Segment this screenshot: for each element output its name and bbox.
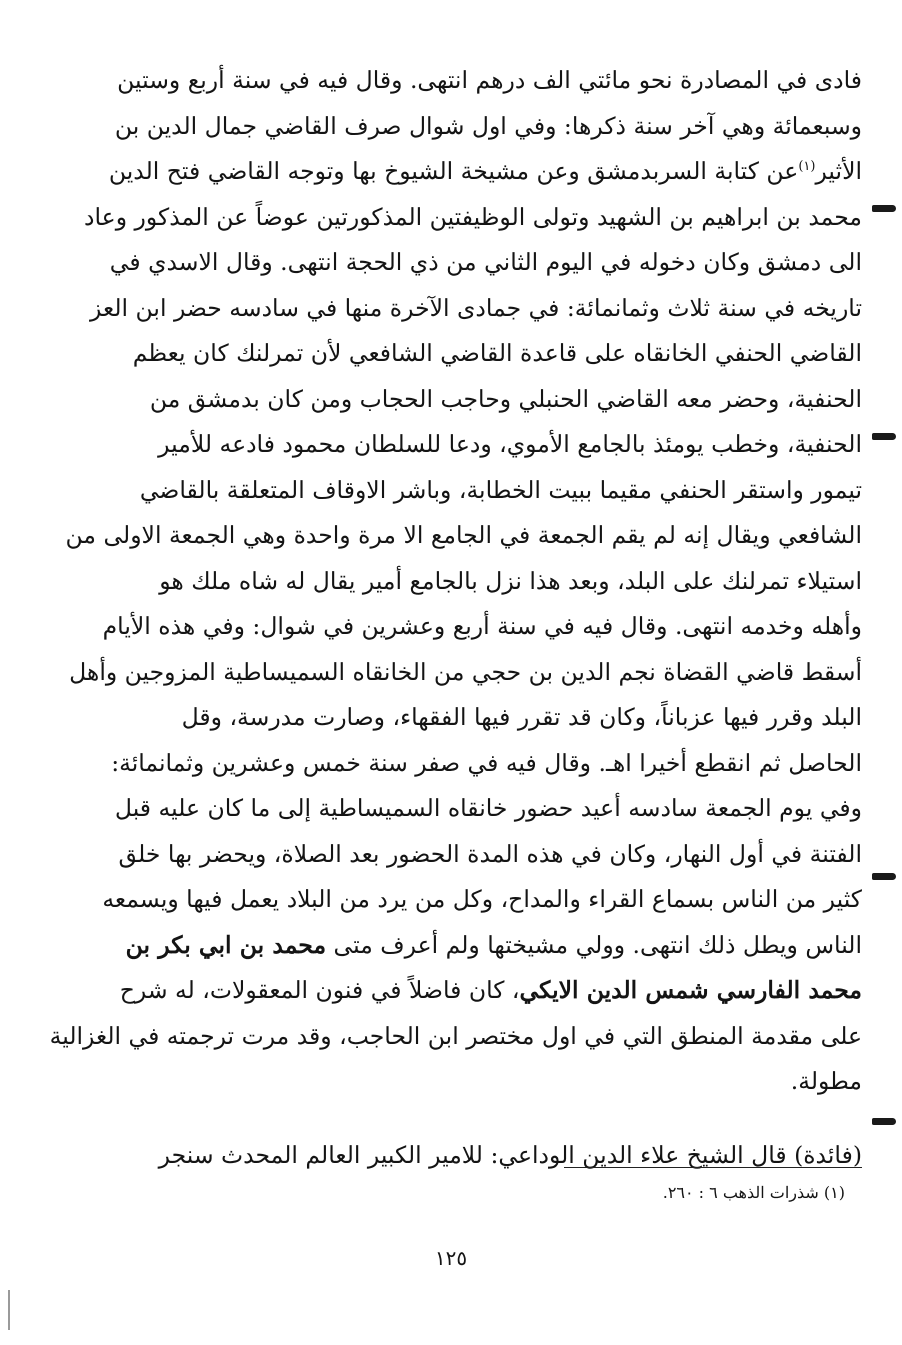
margin-mark-icon — [872, 433, 896, 440]
footnote-reference: (١) — [798, 159, 816, 175]
text-line-16: الحاصل ثم انقطع أخيرا اهـ. وقال فيه في صفر سنة خمس وعشرين وثمانمائة: — [111, 748, 862, 777]
word-al-athir: الأثير — [815, 157, 862, 185]
footnote: (١) شذرات الذهب ٦ : ٢٦٠. — [662, 1183, 845, 1202]
text-line-23: مطولة. — [790, 1067, 862, 1095]
text-line-17: وفي يوم الجمعة سادسه أعيد حضور خانقاه السميساطية إلى ما كان عليه قبل — [114, 794, 862, 822]
paragraph-gap — [150, 1105, 862, 1133]
text-line-11: الشافعي ويقال إنه لم يقم الجمعة في الجامع الا مرة واحدة وهي الجمعة الاولى من — [65, 521, 862, 549]
main-text — [49, 58, 862, 1178]
text-line-19: كثير من الناس بسماع القراء والمداح، وكل من يرد من البلاد يعمل فيها ويسمعه — [102, 885, 862, 913]
text-line-21 — [119, 968, 862, 1014]
text-line-20-start: الناس ويطل ذلك انتهى. وولي مشيختها ولم أعرف متى — [333, 930, 862, 959]
text-line-13: وأهله وخدمه انتهى. وقال فيه في سنة أربع وعشرين في شوال: وفي هذه الأيام — [102, 612, 862, 640]
scan-edge-line — [8, 1290, 10, 1330]
text-line-5: الى دمشق وكان دخوله في اليوم الثاني من ذي الحجة انتهى. وقال الاسدي في — [109, 248, 862, 276]
margin-mark-icon — [872, 205, 896, 212]
text-line-20 — [125, 923, 862, 969]
page-number: ١٢٥ — [434, 1246, 468, 1270]
text-line-18: الفتنة في أول النهار، وكان في هذه المدة الحضور بعد الصلاة، ويحضر بها خلق — [118, 839, 862, 868]
margin-mark-icon — [872, 1118, 896, 1125]
faida-line: (فائدة) قال الشيخ علاء الدين الوداعي: للامير الكبير العالم المحدث سنجر — [158, 1140, 862, 1169]
text-line-21-rest: ، كان فاضلاً في فنون المعقولات، له شرح — [119, 976, 520, 1004]
text-line-9: الحنفية، وخطب يومئذ بالجامع الأموي، ودعا للسلطان محمود فادعه للأمير — [158, 430, 862, 458]
text-line-1: فادى في المصادرة نحو مائتي الف درهم انتهى. وقال فيه في سنة أربع وستين — [117, 66, 862, 94]
text-line-22: على مقدمة المنطق التي في اول مختصر ابن الحاجب، وقد مرت ترجمته في الغزالية — [49, 1021, 862, 1050]
biography-name-part1: محمد بن ابي بكر بن — [125, 930, 327, 959]
text-line-7: القاضي الحنفي الخانقاه على قاعدة القاضي الشافعي لأن تمرلنك كان يعظم — [132, 339, 862, 367]
text-line-6: تاريخه في سنة ثلاث وثمانمائة: في جمادى الآخرة منها في سادسه حضر ابن العز — [90, 293, 862, 322]
text-line-2: وسبعمائة وهي آخر سنة ذكرها: وفي اول شوال صرف القاضي جمال الدين بن — [114, 111, 862, 140]
text-line-15: البلد وقرر فيها عزباناً، وكان قد تقرر فيها الفقهاء، وصارت مدرسة، وقل — [181, 703, 862, 731]
text-line-14: أسقط قاضي القضاة نجم الدين بن حجي من الخانقاه السميساطية المزوجين وأهل — [69, 657, 862, 686]
text-line-4: محمد بن ابراهيم بن الشهيد وتولى الوظيفتين المذكورتين عوضاً عن المذكور وعاد — [84, 202, 862, 231]
text-line-3 — [108, 149, 862, 195]
text-line-3-rest: عن كتابة السربدمشق وعن مشيخة الشيوخ بها وتوجه القاضي فتح الدين — [108, 157, 799, 185]
biography-name-part2: محمد الفارسي شمس الدين الايكي — [519, 976, 862, 1004]
text-line-10: تيمور واستقر الحنفي مقيما ببيت الخطابة، وباشر الاوقاف المتعلقة بالقاضي — [139, 475, 862, 504]
text-line-12: استيلاء تمرلنك على البلد، وبعد هذا نزل بالجامع أمير يقال له شاه ملك هو — [159, 566, 862, 595]
text-line-8: الحنفية، وحضر معه القاضي الحنبلي وحاجب الحجاب ومن كان بدمشق من — [149, 384, 862, 413]
footnote-separator — [564, 1167, 862, 1168]
margin-mark-icon — [872, 873, 896, 880]
